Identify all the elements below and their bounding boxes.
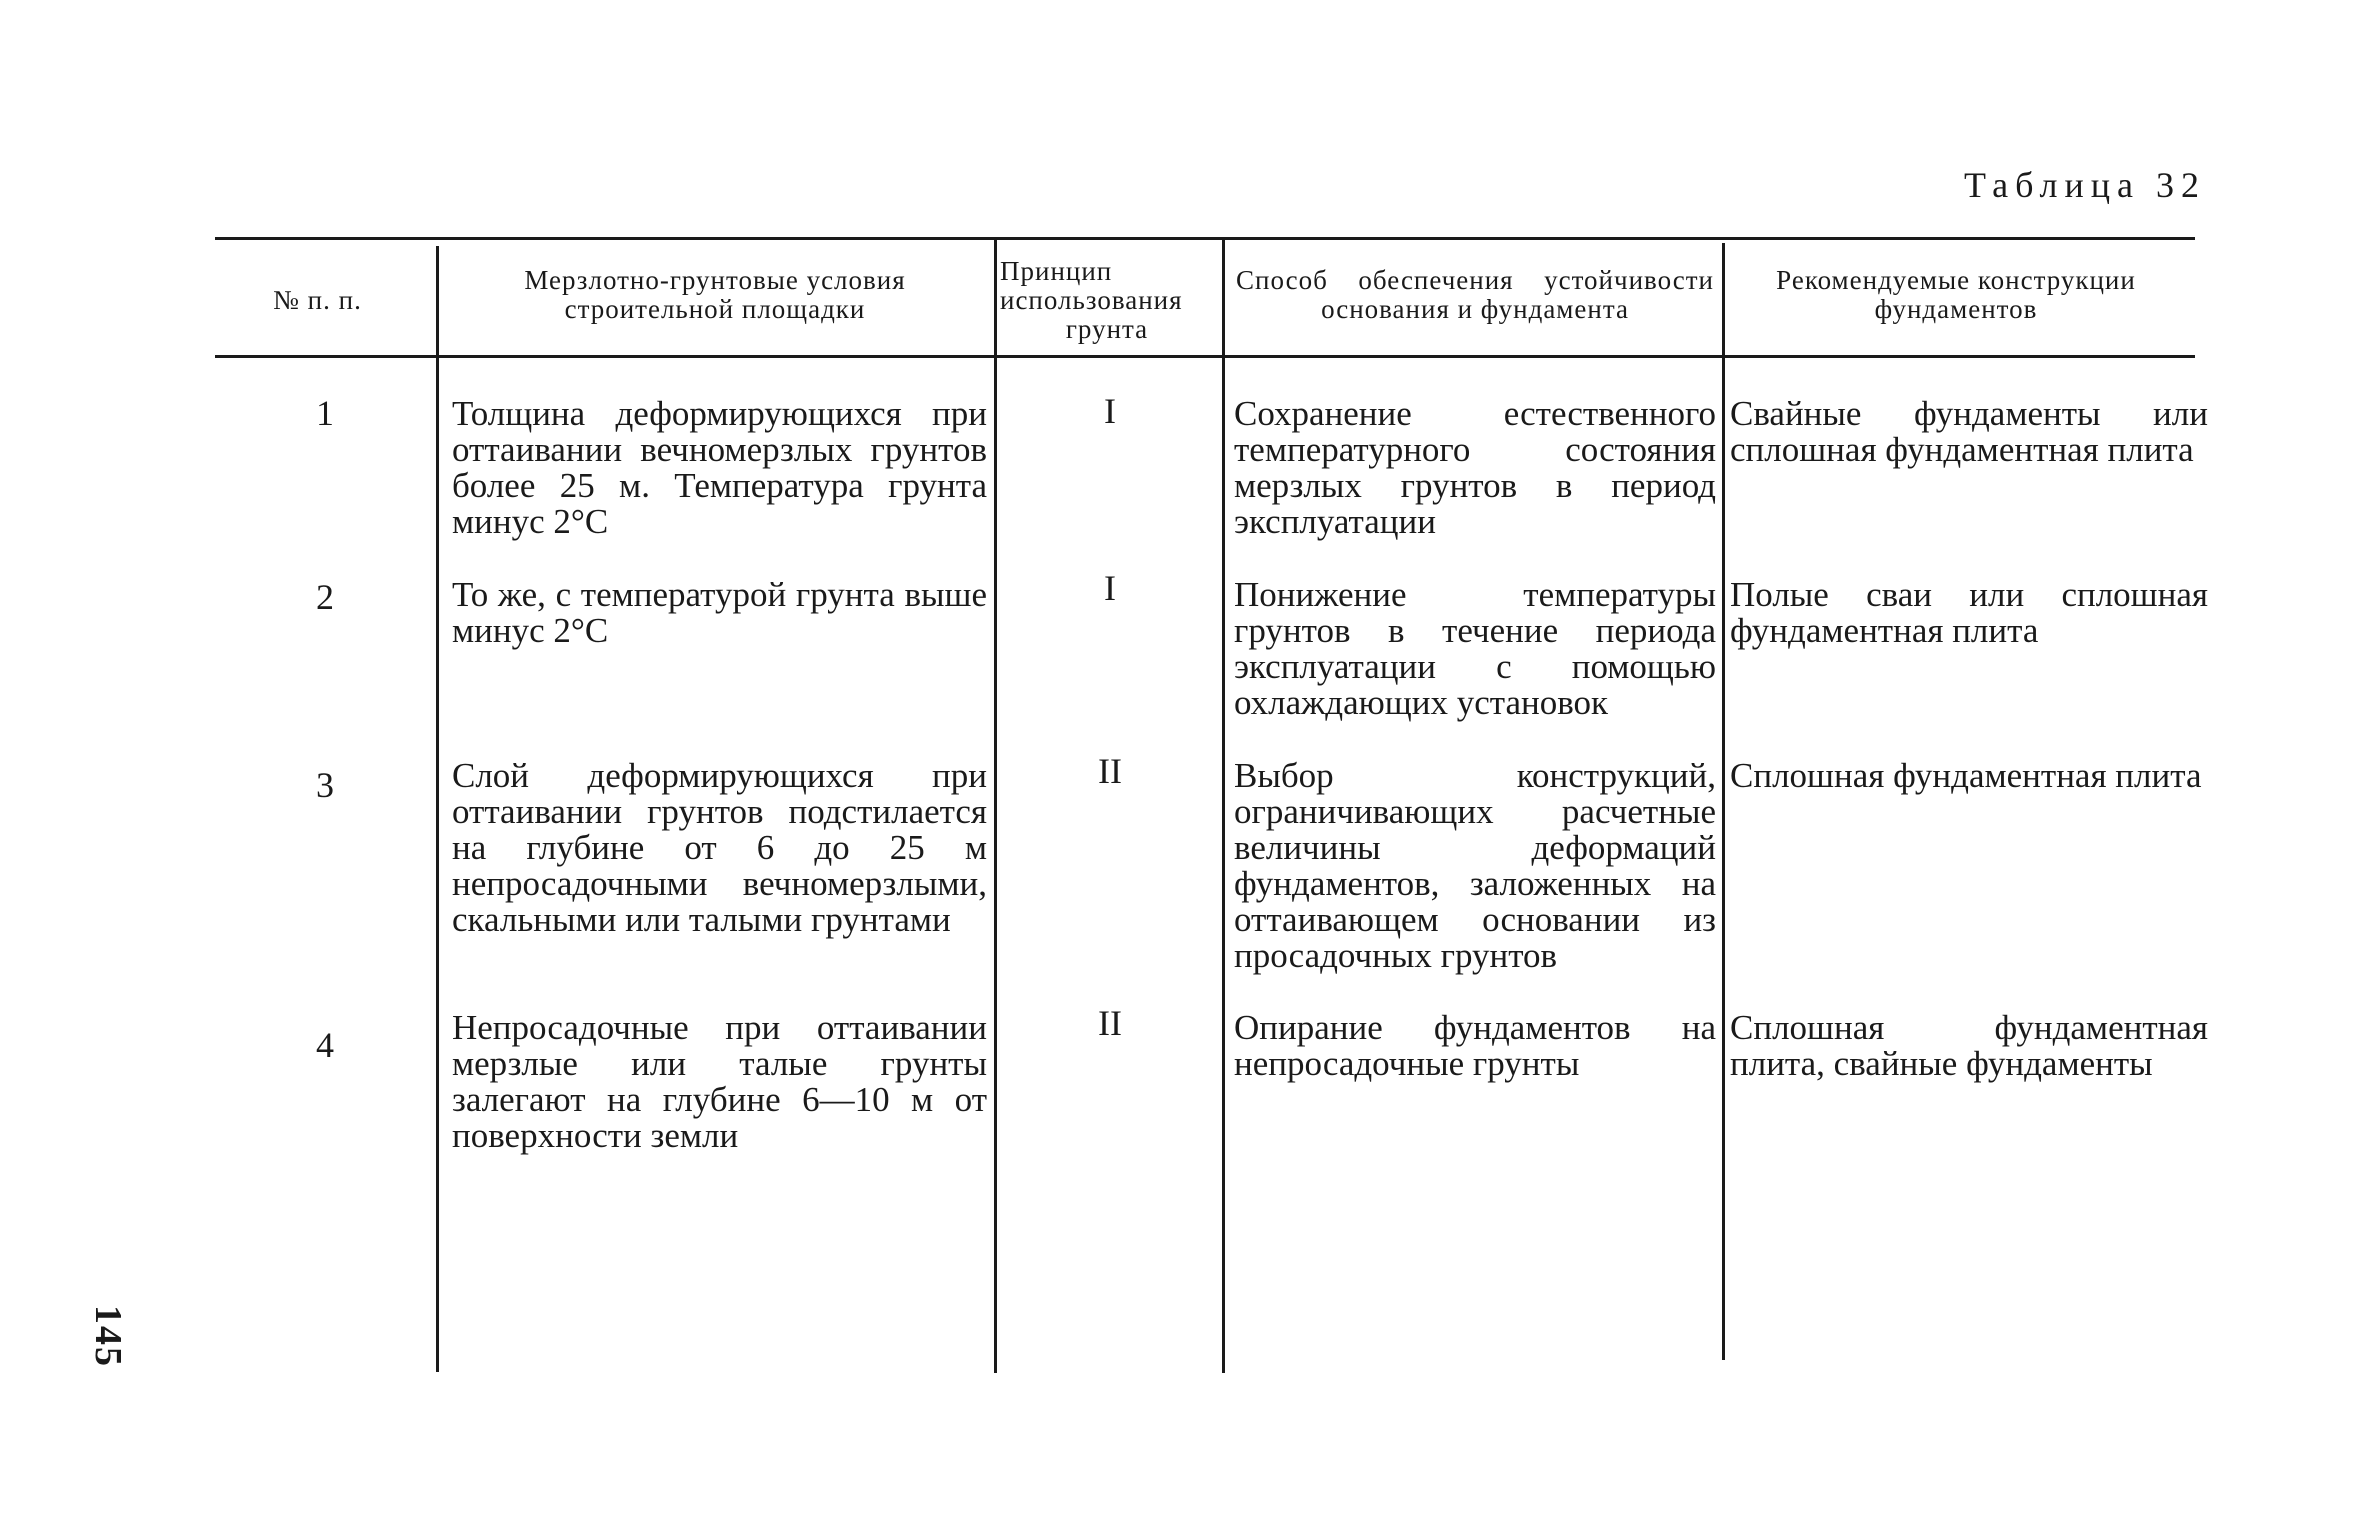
row-3-number: 3 xyxy=(316,765,334,805)
column-divider-3 xyxy=(1222,240,1225,1373)
row-1-number: 1 xyxy=(316,393,334,433)
row-2-conditions: То же, с температурой грунта выше минус 2°С xyxy=(452,575,987,650)
row-3-conditions: Слой деформирующихся при оттаивании грунтов подстилается на глубине от 6 до 25 м непросадочными вечномерзлыми, скальными или талыми грунтами xyxy=(452,756,987,939)
row-2-design: Полые сваи или сплошная фундаментная плита xyxy=(1730,575,2208,650)
column-divider-2 xyxy=(994,240,997,1373)
row-2-principle: I xyxy=(1104,568,1116,608)
row-2-number: 2 xyxy=(316,577,334,617)
row-3-method: Выбор конструкций, ограничивающих расчетные величины деформаций фундаментов, заложенных на оттаивающем основании из просадочных грунтов xyxy=(1234,756,1716,975)
row-1-principle: I xyxy=(1104,391,1116,431)
table-top-rule xyxy=(215,237,2195,240)
row-1-method: Сохранение естественного температурного состояния мерзлых грунтов в период эксплуатации xyxy=(1234,394,1716,541)
header-col-conditions: Мерзлотно-грунтовые условия строительной площадки xyxy=(524,265,906,324)
row-3-design: Сплошная фундаментная плита xyxy=(1730,756,2202,795)
column-divider-4 xyxy=(1722,243,1725,1360)
header-bottom-rule xyxy=(215,355,2195,358)
row-4-principle: II xyxy=(1098,1003,1122,1043)
row-4-number: 4 xyxy=(316,1025,334,1065)
row-2-method: Понижение температуры грунтов в течение периода эксплуатации с помощью охлаждающих установок xyxy=(1234,575,1716,722)
row-4-conditions: Непросадочные при оттаивании мерзлые или талые грунты залегают на глубине 6—10 м от поверхности земли xyxy=(452,1008,987,1155)
header-col-method: Способ обеспечения устойчивости основания и фундамента xyxy=(1236,265,1714,324)
column-divider-1 xyxy=(436,246,439,1372)
row-1-conditions: Толщина деформирующихся при оттаивании вечномерзлых грунтов более 25 м. Температура грунта минус 2°С xyxy=(452,394,987,541)
row-4-design: Сплошная фундаментная плита, свайные фундаменты xyxy=(1730,1008,2208,1083)
row-3-principle: II xyxy=(1098,751,1122,791)
header-col-num: № п. п. xyxy=(273,285,362,315)
header-col-design: Рекомендуемые конструкции фундаментов xyxy=(1776,265,2136,324)
row-4-method: Опирание фундаментов на непросадочные грунты xyxy=(1234,1008,1716,1083)
row-1-design: Свайные фундаменты или сплошная фундаментная плита xyxy=(1730,394,2208,469)
page-number: 145 xyxy=(87,1305,129,1368)
table-caption: Таблица 32 xyxy=(1964,165,2206,205)
header-col-principle: Принцип использования грунта xyxy=(1000,256,1183,344)
